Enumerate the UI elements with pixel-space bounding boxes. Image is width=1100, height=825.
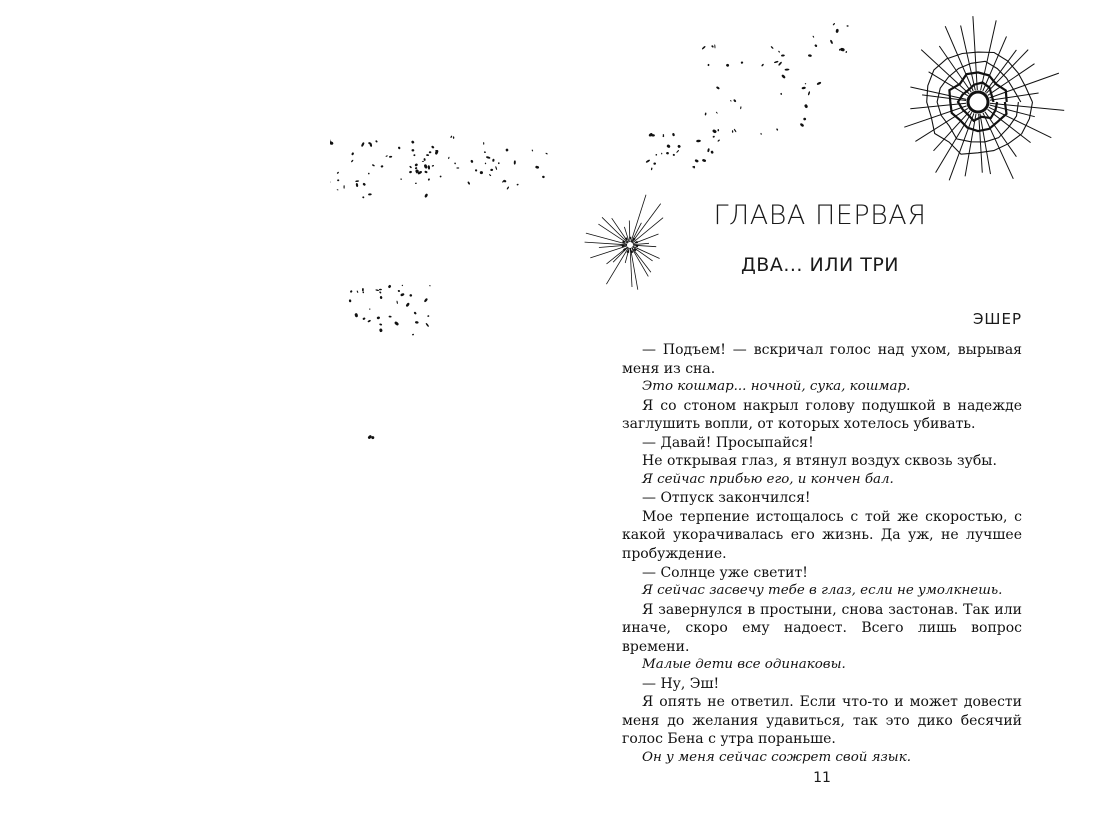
paragraph: — Солнце уже светит!: [642, 564, 808, 581]
crack-line: [990, 103, 1064, 110]
ink-speck: [428, 165, 431, 170]
ink-speck: [845, 51, 847, 53]
ink-speck: [489, 174, 492, 177]
paragraph: — Ну, Эш!: [642, 675, 720, 692]
crack-line: [602, 217, 628, 243]
ink-speck: [716, 111, 718, 113]
ink-speck: [405, 302, 410, 307]
ink-speck: [453, 136, 455, 139]
paragraph: — Подъем! — вскричал голос над ухом, вырывая меня из сна.: [622, 342, 1022, 377]
ink-speck: [814, 44, 818, 48]
ink-speck: [396, 301, 398, 305]
ink-speck: [470, 160, 473, 164]
crack-line: [632, 247, 651, 272]
ink-speck: [778, 61, 782, 66]
ink-speck: [398, 146, 401, 149]
ink-speck: [696, 140, 701, 143]
ink-speck: [415, 321, 419, 324]
ink-speck: [781, 54, 785, 57]
ink-speck: [542, 176, 545, 179]
ink-speck: [545, 153, 548, 155]
ink-speck: [716, 86, 720, 90]
ink-speck: [424, 193, 428, 198]
ink-speck: [415, 183, 417, 185]
ink-speck: [388, 284, 392, 288]
ink-speck: [398, 290, 401, 293]
ink-speck: [712, 136, 715, 138]
ink-speck: [531, 149, 533, 151]
ink-speck: [475, 169, 478, 172]
crack-line: [921, 50, 969, 94]
ink-speck: [535, 165, 539, 168]
ink-speck: [394, 321, 399, 326]
inner-thought-paragraph: Малые дети все одинаковы.: [642, 657, 846, 673]
ink-speck: [427, 315, 429, 317]
ink-speck: [448, 157, 450, 160]
ink-speck: [389, 316, 392, 318]
ink-speck: [661, 153, 662, 155]
ink-speck: [505, 148, 509, 152]
ink-speck: [666, 152, 669, 155]
ink-speck: [411, 140, 415, 144]
ink-speck: [400, 178, 402, 180]
ink-speck: [379, 289, 382, 291]
ink-speck: [672, 133, 675, 137]
crack-line: [973, 16, 977, 90]
ink-speck: [349, 299, 352, 302]
ink-speck: [734, 128, 737, 132]
ink-speck: [506, 186, 509, 190]
ink-speck: [380, 296, 383, 299]
ink-speck: [484, 151, 486, 153]
ink-speck: [330, 181, 331, 185]
ink-speck: [785, 68, 790, 70]
ink-speck: [651, 167, 653, 170]
ink-speck: [412, 334, 414, 336]
paragraph: — Давай! Просыпайся!: [642, 434, 814, 451]
ink-speck: [770, 46, 773, 49]
ink-speck: [344, 185, 345, 189]
ink-speck: [369, 308, 371, 310]
ink-speck: [351, 152, 354, 155]
ink-speck: [424, 298, 429, 303]
paragraph: Мое терпение истощалось с той же скоростью, с какой укорачивалась его жизнь. Да уж, не лучшее пробуждение.: [622, 508, 1022, 563]
ink-speck: [337, 171, 340, 174]
ink-speck: [805, 83, 807, 85]
ink-speck: [389, 156, 392, 158]
ink-speck: [741, 61, 744, 64]
crack-line: [606, 248, 628, 285]
ink-speck: [677, 144, 681, 148]
ink-speck: [808, 91, 811, 95]
ink-speck: [498, 162, 500, 164]
ink-speck: [330, 141, 334, 146]
ink-speck: [428, 178, 431, 181]
crack-line: [631, 195, 646, 242]
ink-speck: [707, 148, 710, 152]
ink-speck: [808, 54, 812, 57]
ink-speck: [514, 160, 516, 164]
ink-speck: [450, 135, 452, 138]
ink-speck: [832, 23, 835, 26]
ink-speck: [361, 142, 365, 147]
ink-speck: [655, 154, 657, 156]
ink-speck: [662, 135, 664, 137]
paragraph: — Отпуск закончился!: [642, 490, 811, 507]
ink-speck: [804, 104, 808, 109]
crack-ring: [927, 52, 1033, 154]
ink-speck: [666, 144, 671, 149]
ink-speck: [422, 161, 425, 162]
inner-thought-paragraph: Я сейчас прибью его, и кончен бал.: [642, 471, 894, 487]
ink-speck: [485, 163, 486, 165]
ink-speck: [429, 285, 431, 286]
inner-thought-paragraph: Он у меня сейчас сожрет свой язык.: [642, 750, 911, 766]
ink-speck: [483, 142, 484, 145]
paragraph: Я со стоном накрыл голову подушкой в надежде заглушить вопли, от которых хотелось убивать.: [622, 397, 1022, 433]
ink-speck: [714, 44, 715, 48]
ink-speck: [439, 175, 441, 177]
ink-speck: [701, 46, 705, 50]
crack-line: [633, 243, 649, 244]
ink-speck: [379, 323, 382, 325]
pov-character-name: ЭШЕР: [972, 310, 1022, 328]
ink-speck: [780, 93, 782, 95]
ink-speck: [354, 313, 358, 318]
ink-speck: [495, 166, 497, 170]
ink-speck: [435, 150, 439, 155]
ink-speck: [846, 25, 848, 26]
ink-speck: [350, 290, 353, 293]
ink-speck: [651, 134, 655, 136]
ink-speck: [708, 64, 710, 66]
ink-speck: [803, 118, 806, 121]
ink-speck: [409, 171, 412, 174]
ink-speck: [368, 193, 372, 195]
ink-speck: [490, 169, 493, 171]
impact-core: [968, 92, 988, 112]
ink-speck: [426, 154, 429, 156]
ink-speck: [355, 180, 359, 182]
ink-speck: [371, 436, 374, 439]
ink-speck: [379, 291, 382, 294]
ink-speck: [516, 184, 518, 186]
ink-speck: [375, 140, 378, 143]
ink-speck: [431, 145, 435, 149]
ink-speck: [774, 61, 779, 64]
ink-speck: [830, 39, 834, 44]
ink-speck: [409, 294, 412, 297]
ink-speck: [712, 129, 717, 134]
ink-speck: [492, 159, 494, 162]
ink-speck: [432, 165, 435, 167]
ink-speck: [467, 181, 470, 185]
paragraph: Я завернулся в простыни, снова застонав. Так или иначе, скоро ему надоест. Всего лишь вопрос времени.: [622, 601, 1022, 655]
ink-speck: [429, 151, 432, 153]
ink-speck: [705, 112, 707, 115]
ink-speck: [710, 150, 714, 154]
ink-speck: [717, 139, 720, 142]
paragraph: Не открывая глаз, я втянул воздух сквозь зубы.: [642, 453, 997, 470]
page-number: 11: [813, 770, 831, 786]
ink-speck: [376, 316, 380, 319]
ink-speck: [653, 162, 656, 165]
ink-speck: [454, 162, 456, 164]
ink-speck: [781, 74, 786, 79]
ink-speck: [672, 153, 675, 156]
ink-speck: [362, 196, 364, 198]
chapter-body-text: [622, 341, 1022, 768]
ink-speck: [812, 35, 814, 37]
ink-speck: [351, 159, 354, 162]
ink-speck: [456, 167, 459, 168]
ink-speck: [740, 106, 742, 109]
ink-speck: [415, 167, 418, 170]
ink-speck: [356, 183, 359, 187]
ink-speck: [413, 154, 415, 156]
ink-speck: [480, 171, 483, 174]
ink-speck: [401, 284, 403, 286]
ink-speck: [776, 128, 779, 131]
ink-speck: [424, 164, 428, 169]
ink-speck: [362, 288, 364, 291]
ink-speck: [424, 170, 428, 173]
ink-speck: [694, 159, 699, 163]
ink-speck: [337, 179, 339, 181]
ink-speck: [816, 81, 821, 85]
ink-speck: [733, 99, 737, 103]
ink-speck: [711, 45, 714, 48]
inner-thought-paragraph: Это кошмар... ночной, сука, кошмар.: [642, 379, 911, 395]
ink-speck: [486, 156, 491, 159]
shattered-glass-small-decoration: [572, 188, 688, 302]
ink-speck: [368, 173, 370, 175]
ink-speck: [367, 319, 371, 322]
ink-speck: [362, 182, 366, 186]
ink-speck: [732, 130, 734, 133]
ink-speck: [337, 189, 339, 190]
ink-speck: [645, 159, 650, 163]
ink-speck: [413, 311, 417, 315]
chapter-subtitle: ДВА... ИЛИ ТРИ: [740, 254, 900, 276]
ink-speck: [835, 29, 839, 33]
ink-speck: [375, 289, 379, 291]
ink-speck: [702, 159, 707, 163]
chapter-title: ГЛАВА ПЕРВАЯ: [713, 200, 927, 231]
ink-speck: [760, 133, 762, 135]
ink-speck: [801, 86, 806, 89]
ink-speck: [840, 47, 845, 51]
ink-speck: [356, 290, 358, 293]
ink-speck: [380, 165, 383, 168]
ink-speck: [730, 100, 732, 102]
crack-line: [945, 26, 973, 91]
ink-speck: [778, 50, 780, 52]
ink-speck: [362, 317, 366, 320]
ink-speck: [372, 164, 375, 167]
ink-speck: [800, 123, 805, 128]
ink-speck: [676, 150, 679, 153]
ink-speck: [423, 158, 425, 161]
ink-speck: [385, 155, 388, 157]
crack-line: [915, 108, 967, 141]
ink-speck: [362, 291, 364, 293]
ink-speck: [411, 149, 414, 152]
ink-speck: [761, 63, 764, 66]
paragraph: Я опять не ответил. Если что-то и может довести меня до желания удавиться, так это дико бесячий голос Бена с утра пораньше.: [622, 694, 1022, 748]
ink-speck: [379, 328, 383, 332]
shattered-glass-large-decoration: [888, 10, 1068, 195]
ink-speck: [425, 323, 429, 328]
ink-speck: [400, 293, 405, 297]
ink-speck: [409, 165, 412, 168]
ink-speck: [726, 63, 730, 67]
ink-speck: [414, 163, 418, 167]
ink-speck: [717, 129, 719, 132]
inner-thought-paragraph: Я сейчас засвечу тебе в глаз, если не умолкнешь.: [642, 583, 1003, 599]
